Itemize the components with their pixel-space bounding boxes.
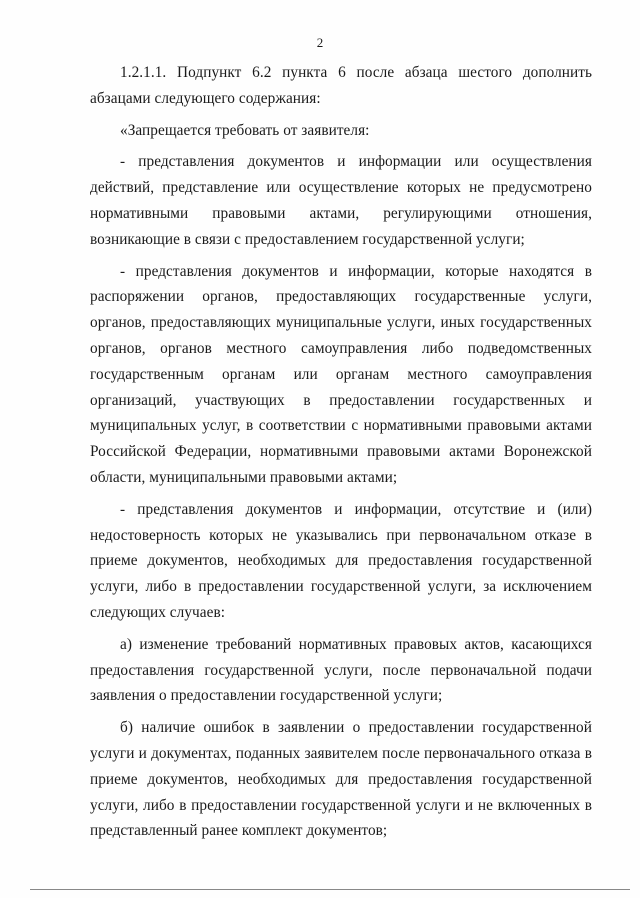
paragraph-prohibition-heading: «Запрещается требовать от заявителя: xyxy=(120,121,370,139)
page-bottom-rule xyxy=(30,889,630,890)
paragraph-case-a: а) изменение требований нормативных правовых актов, касающихся предоставления государственной услуги, после первоначальной подачи заявления о предоставлении государственной услуги; xyxy=(90,635,592,705)
page-number: 2 xyxy=(316,35,324,50)
paragraph-item-actions: - представления документов и информации или осуществления действий, представление или осуществление которых не предусмотрено нормативными правовыми актами, регулирующими отношения, возникающие в связи с предоставлением государственной услуги; xyxy=(90,153,592,248)
paragraph-item-missing-documents: - представления документов и информации, отсутствие и (или) недостоверность которых не указывались при первоначальном отказе в приеме документов, необходимых для предоставления государственной услуги, либо в предоставлении государственной услуги, за исключением следующих случаев: xyxy=(90,500,592,621)
paragraph-amendment-intro: 1.2.1.1. Подпункт 6.2 пункта 6 после абзаца шестого дополнить абзацами следующего содержания: xyxy=(90,64,592,107)
document-body xyxy=(90,60,592,850)
paragraph-case-b: б) наличие ошибок в заявлении о предоставлении государственной услуги и документах, поданных заявителем после первоначального отказа в приеме документов, необходимых для предоставления государственной услуги, либо в предоставлении государственной услуги и не включенных в представленный ранее комплект документов; xyxy=(90,719,592,840)
paragraph-item-documents-in-possession: - представления документов и информации, которые находятся в распоряжении органов, предоставляющих государственные услуги, органов, предоставляющих муниципальные услуги, иных государственных органов, органов местного самоуправления либо подведомственных государственным органам или органам местного самоуправления организаций, участвующих в предоставлении государственных и муниципальных услуг, в соответствии с нормативными правовыми актами Российской Федерации, нормативными правовыми актами Воронежской области, муниципальными правовыми актами; xyxy=(90,262,592,486)
